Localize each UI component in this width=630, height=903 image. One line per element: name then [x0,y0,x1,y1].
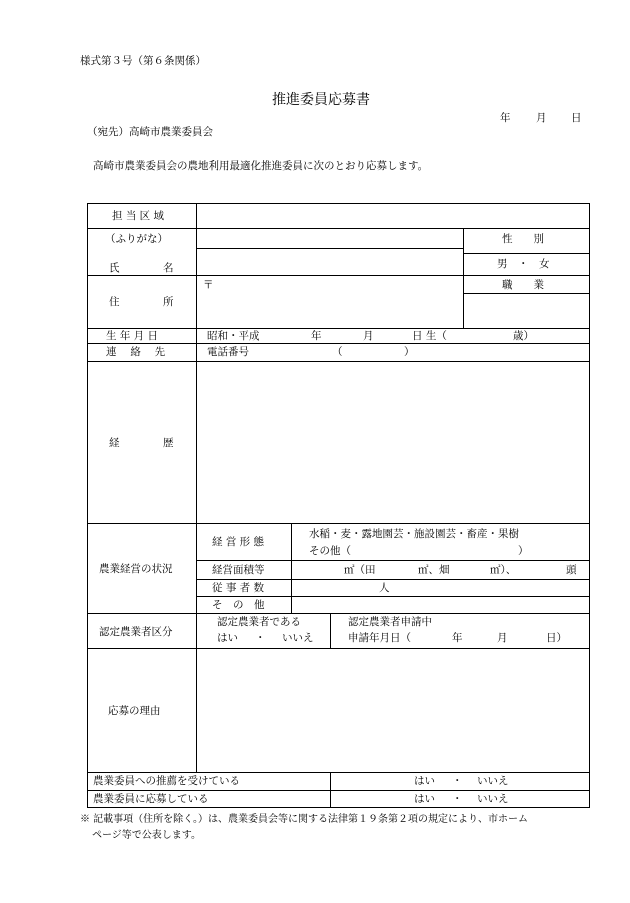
certified-yes[interactable]: はい [217,632,238,644]
certified-question: 認定農業者である [217,616,301,628]
area-field[interactable] [197,204,589,228]
phone-open-paren: （ [332,346,343,358]
other-label: そ の 他 [212,599,265,611]
phone-label: 電話番号 [207,346,249,358]
gender-options[interactable]: 男 ・ 女 [497,258,550,270]
applied-no[interactable]: いいえ [477,793,509,805]
mgmt-area-label: 経営面積等 [212,564,265,576]
mgmt-type-other-close: ） [518,545,529,557]
mgmt-area-field-unit: ㎡）、 [490,564,517,576]
name-label-char-1: 氏 [109,262,120,274]
applied-label: 農業委員に応募している [93,793,209,805]
furigana-field[interactable] [197,229,463,248]
applying-day-unit: 日） [546,632,567,644]
career-label-char-1: 経 [109,437,120,449]
address-label-char-2: 所 [163,296,174,308]
birth-month-unit: 月 [363,330,374,342]
mgmt-type-label: 経 営 形 態 [212,536,265,548]
addressee: （宛先）高崎市農業委員会 [87,126,213,138]
name-field[interactable] [197,249,463,275]
applying-label: 認定農業者申請中 [348,616,432,628]
certified-separator: ・ [255,632,266,644]
recommended-separator: ・ [452,775,463,787]
mgmt-area-total-unit: ㎡（田 [344,564,376,576]
phone-field[interactable] [257,344,587,361]
applying-month-unit: 月 [497,632,508,644]
applying-date-label: 申請年月日（ [348,632,411,644]
applied-yes[interactable]: はい [414,793,435,805]
birth-era-options[interactable]: 昭和・平成 [207,330,260,342]
page-title: 推進委員応募書 [272,92,370,108]
name-label-char-2: 名 [163,262,174,274]
other-field[interactable] [292,597,589,613]
address-field[interactable] [212,276,462,328]
area-label: 担 当 区 域 [112,210,165,222]
birth-day-unit: 日 生（ [412,330,447,342]
statement: 高崎市農業委員会の農地利用最適化推進委員に次のとおり応募します。 [93,160,429,172]
date-year-label: 年 [500,112,511,124]
recommended-yes[interactable]: はい [414,775,435,787]
applying-year-unit: 年 [452,632,463,644]
mgmt-type-options[interactable]: 水稲・麦・露地園芸・施設園芸・畜産・果樹 [309,528,519,540]
workers-label: 従 事 者 数 [212,582,265,594]
mgmt-area-head-unit: 頭 [566,564,577,576]
date-day-label: 日 [571,112,582,124]
certified-label: 認定農業者区分 [99,626,173,638]
birth-label: 生 年 月 日 [106,330,159,342]
mgmt-type-other-field[interactable] [360,543,515,558]
age-unit: 歳） [513,330,534,342]
furigana-label: （ふりがな） [105,233,168,245]
recommended-no[interactable]: いいえ [477,775,509,787]
footnote-line-1: ※ 記載事項（住所を除く。）は、農業委員会等に関する法律第１９条第２項の規定により、市ホーム [80,814,528,825]
career-field[interactable] [197,362,589,523]
farm-status-label: 農業経営の状況 [99,563,173,575]
birth-year-unit: 年 [311,330,322,342]
phone-close-paren: ） [404,346,415,358]
postal-mark: 〒 [203,279,214,291]
reason-label: 応募の理由 [108,705,161,717]
recommended-label: 農業委員への推薦を受けている [93,775,240,787]
workers-field[interactable] [292,580,377,596]
mgmt-area-paddy-unit: ㎡、畑 [418,564,450,576]
footnote-line-2: ページ等で公表します。 [92,830,201,841]
applied-separator: ・ [452,793,463,805]
date-month-label: 月 [536,112,547,124]
contact-label: 連 絡 先 [106,346,166,358]
career-label-char-2: 歴 [163,437,174,449]
occupation-label: 職 業 [502,279,544,291]
workers-unit: 人 [379,582,390,594]
form-number: 様式第３号（第６条関係） [80,55,206,67]
reason-field[interactable] [197,649,589,772]
gender-label: 性 別 [502,233,544,245]
occupation-field[interactable] [464,294,589,328]
address-label-char-1: 住 [109,296,120,308]
certified-no[interactable]: いいえ [282,632,314,644]
mgmt-type-other: その他（ [309,545,351,557]
